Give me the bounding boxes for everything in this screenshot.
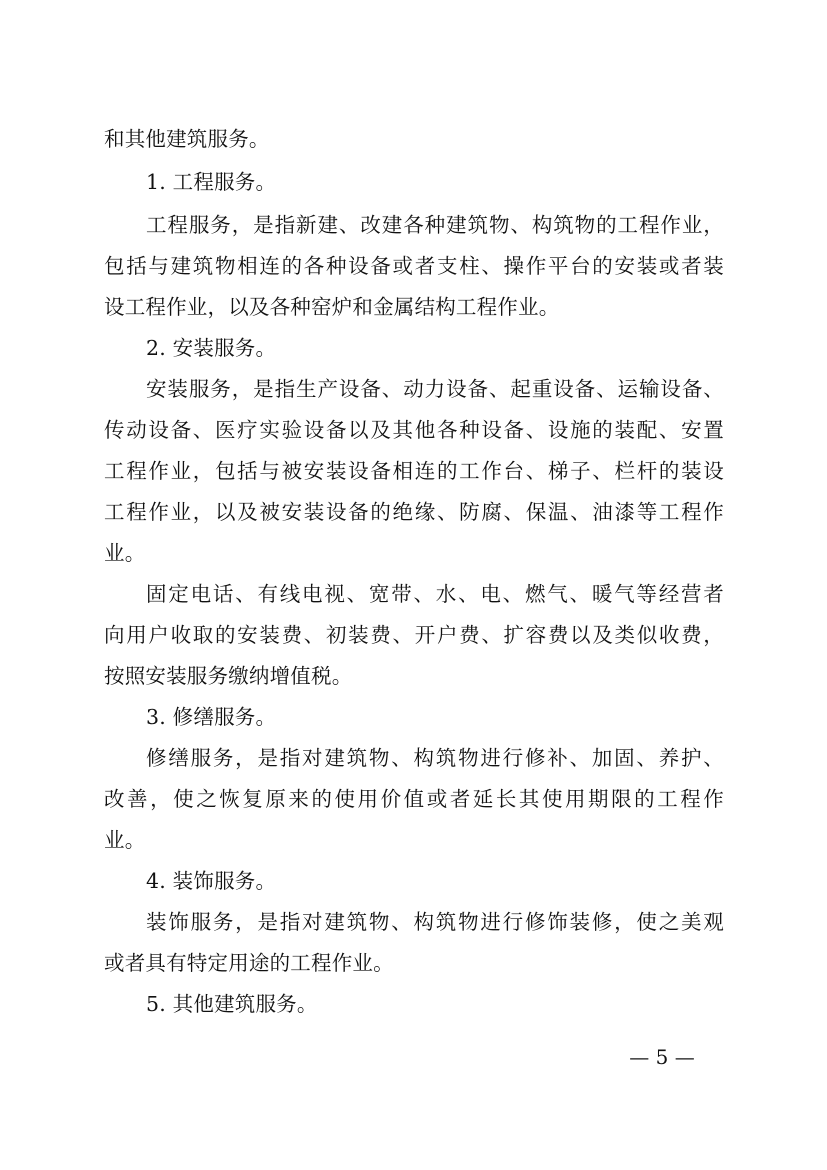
text-line: 工程服务，是指新建、改建各种建筑物、构筑物的工程作业，: [146, 213, 724, 237]
text-line: 设工程作业，以及各种窑炉和金属结构工程作业。: [104, 295, 560, 319]
text-line: 工程作业，包括与被安装设备相连的工作台、梯子、栏杆的装设: [104, 459, 724, 483]
text-line: 或者具有特定用途的工程作业。: [104, 951, 394, 975]
text-line: 安装服务，是指生产设备、动力设备、起重设备、运输设备、: [146, 377, 724, 401]
section-heading: 3. 修缮服务。: [146, 705, 277, 729]
text-line: 工程作业，以及被安装设备的绝缘、防腐、保温、油漆等工程作: [104, 500, 724, 524]
text-line: 业。: [104, 828, 146, 852]
text-line: 和其他建筑服务。: [104, 127, 270, 151]
section-heading: 1. 工程服务。: [146, 170, 277, 194]
text-line: 装饰服务，是指对建筑物、构筑物进行修饰装修，使之美观: [146, 910, 724, 934]
page-number: — 5 —: [629, 1045, 695, 1069]
text-line: 改善，使之恢复原来的使用价值或者延长其使用期限的工程作: [104, 787, 724, 811]
text-line: 传动设备、医疗实验设备以及其他各种设备、设施的装配、安置: [104, 418, 724, 442]
text-line: 固定电话、有线电视、宽带、水、电、燃气、暖气等经营者: [146, 582, 724, 606]
text-line: 修缮服务，是指对建筑物、构筑物进行修补、加固、养护、: [146, 746, 724, 770]
section-heading: 5. 其他建筑服务。: [146, 992, 318, 1016]
section-heading: 2. 安装服务。: [146, 336, 277, 360]
text-line: 包括与建筑物相连的各种设备或者支柱、操作平台的安装或者装: [104, 254, 724, 278]
section-heading: 4. 装饰服务。: [146, 869, 277, 893]
text-line: 向用户收取的安装费、初装费、开户费、扩容费以及类似收费，: [104, 623, 724, 647]
text-line: 业。: [104, 541, 146, 565]
text-line: 按照安装服务缴纳增值税。: [104, 664, 353, 688]
